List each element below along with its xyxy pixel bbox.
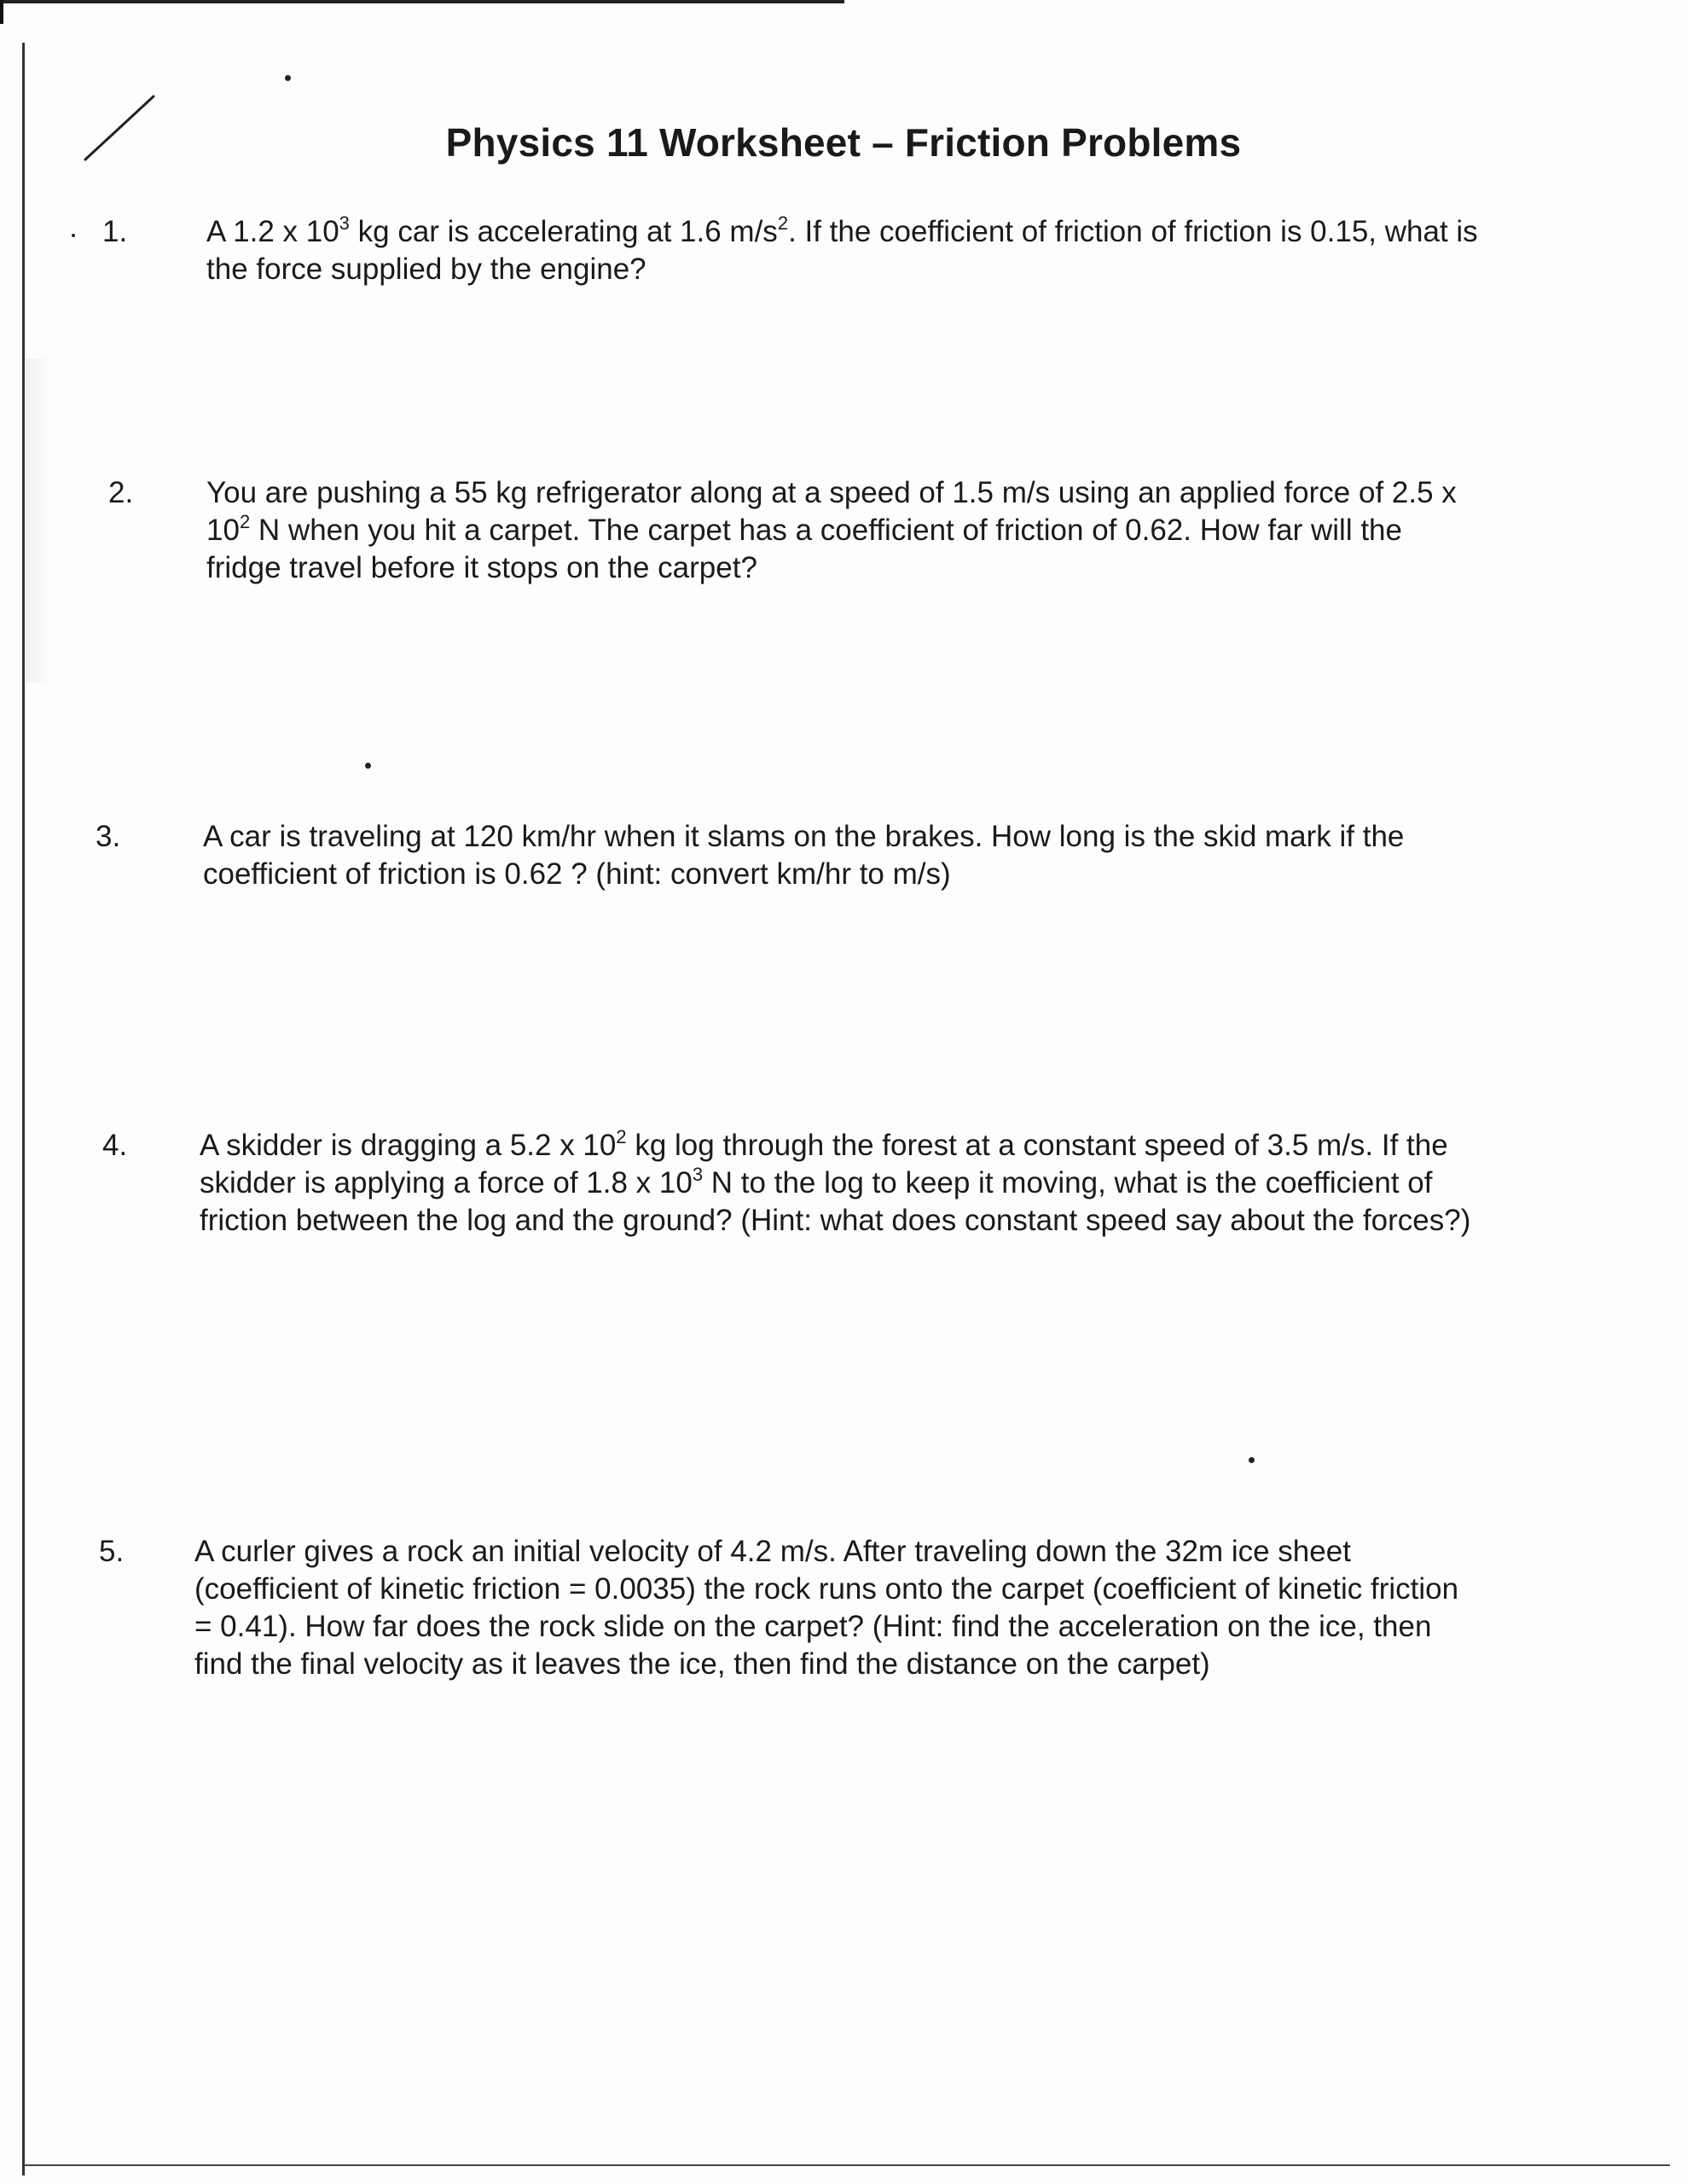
scan-shadow [26, 358, 51, 682]
question-5-line-4: find the final velocity as it leaves the ice, then find the distance on the carpet) [194, 1647, 1210, 1681]
question-2-line-1: You are pushing a 55 kg refrigerator along at a speed of 1.5 m/s using an applied force of 2.5 x [206, 476, 1457, 509]
question-4-line-1: A skidder is dragging a 5.2 x $10^2$ kg log through the forest at a constant speed of 3.5 m/s. If the [200, 1126, 1448, 1162]
question-2-line-3: fridge travel before it stops on the carpet? [206, 551, 757, 584]
page-title: Physics 11 Worksheet – Friction Problems [445, 120, 1242, 165]
question-number: 4. [102, 1129, 128, 1162]
question-1-text [206, 213, 1478, 288]
question-2-text [206, 474, 1457, 587]
scan-speck [365, 763, 371, 769]
scan-speck [1249, 1457, 1255, 1463]
question-1-line-2: the force supplied by the engine? [206, 253, 646, 286]
question-number: 5. [99, 1535, 125, 1568]
scan-speck [72, 234, 75, 237]
question-number: 1. [102, 215, 128, 248]
question-3-text [203, 818, 1404, 893]
question-1-line-1: A 1.2 x $10^3$ kg car is accelerating at 1.6 $m/s^2$. If the coefficient of friction of friction is 0.15, what is [206, 212, 1478, 248]
question-4-text [200, 1127, 1470, 1240]
scan-speck [285, 75, 291, 81]
question-number: 2. [108, 476, 134, 509]
question-3-line-1: A car is traveling at 120 km/hr when it slams on the brakes. How long is the skid mark if the [203, 820, 1405, 853]
question-number: 3. [96, 820, 121, 853]
scan-bottom-border-line [24, 2164, 1670, 2166]
question-4-line-2: skidder is applying a force of 1.8 x $10^3$ N to the log to keep it moving, what is the coefficient of [200, 1164, 1433, 1199]
question-5-line-2: (coefficient of kinetic friction = 0.0035) the rock runs onto the carpet (coefficient of kinetic friction [194, 1572, 1459, 1606]
question-2-line-2: $10^2$ N when you hit a carpet. The carpet has a coefficient of friction of 0.62. How far will the [206, 511, 1402, 547]
question-4-line-3: friction between the log and the ground? (Hint: what does constant speed say about the forces?) [200, 1204, 1471, 1237]
question-5-line-3: = 0.41). How far does the rock slide on the carpet? (Hint: find the acceleration on the ice, then [194, 1610, 1432, 1643]
scan-left-border-line [22, 43, 25, 2175]
question-5-text [194, 1533, 1458, 1683]
question-5-line-1: A curler gives a rock an initial velocity of 4.2 m/s. After traveling down the 32m ice sheet [194, 1535, 1351, 1568]
scan-corner-mark [0, 0, 3, 24]
scan-top-edge-line [0, 0, 844, 3]
question-3-line-2: coefficient of friction is 0.62 ? (hint: convert km/hr to m/s) [203, 857, 951, 891]
